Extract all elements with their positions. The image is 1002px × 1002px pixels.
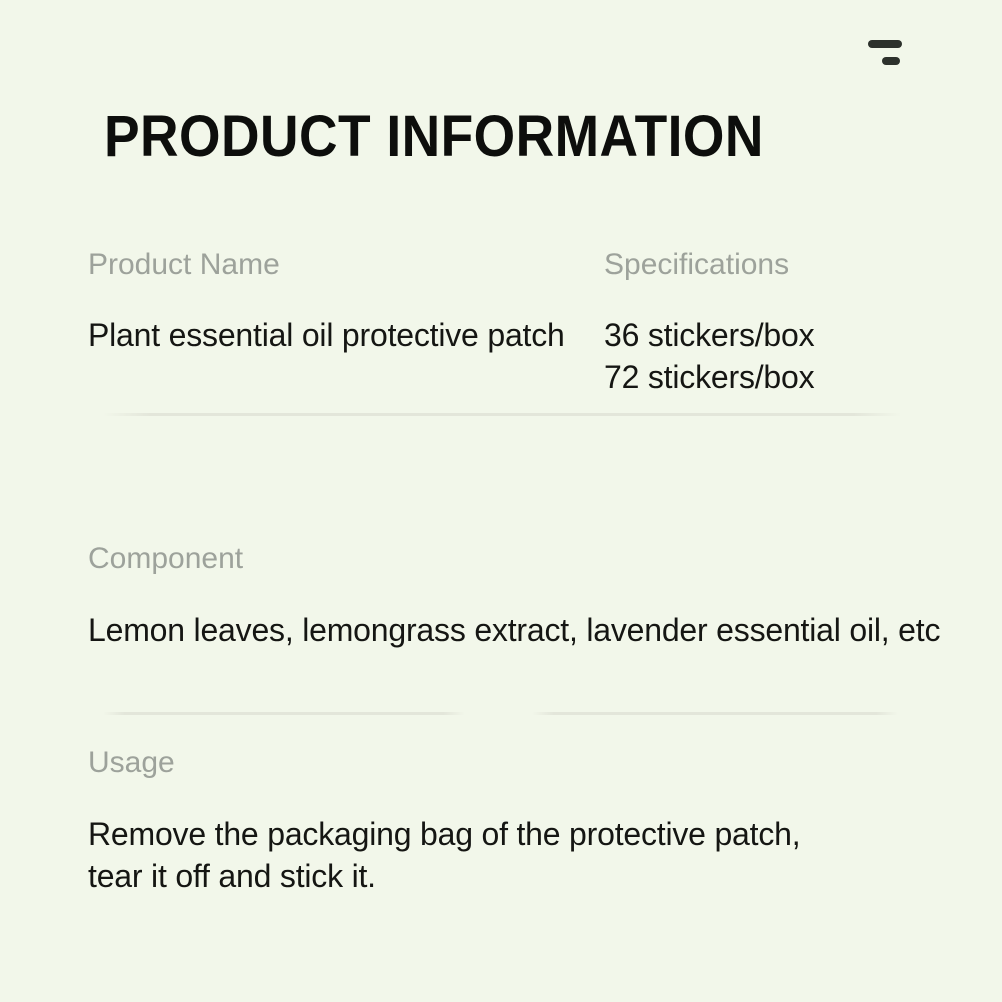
- usage-line: Remove the packaging bag of the protective patch,: [88, 816, 801, 852]
- divider-under-specs: [103, 413, 901, 416]
- spec-value-line: 72 stickers/box: [604, 359, 815, 395]
- product-name-label: Product Name: [88, 248, 280, 281]
- bar-bottom-icon: [882, 57, 900, 65]
- component-label: Component: [88, 542, 244, 575]
- usage-label: Usage: [88, 746, 175, 779]
- usage-value: [88, 813, 800, 897]
- product-name-value: Plant essential oil protective patch: [88, 317, 565, 353]
- spec-value-line: 36 stickers/box: [604, 317, 815, 353]
- bar-top-icon: [868, 40, 902, 48]
- component-value: Lemon leaves, lemongrass extract, lavender essential oil, etc: [88, 612, 941, 648]
- usage-line: tear it off and stick it.: [88, 858, 376, 894]
- brand-bars-icon: [868, 40, 902, 65]
- specifications-label: Specifications: [604, 248, 790, 281]
- page-title: PRODUCT INFORMATION: [104, 103, 764, 169]
- divider-under-component-left: [103, 712, 465, 715]
- specifications-values: [604, 314, 814, 398]
- divider-under-component-right: [532, 712, 898, 715]
